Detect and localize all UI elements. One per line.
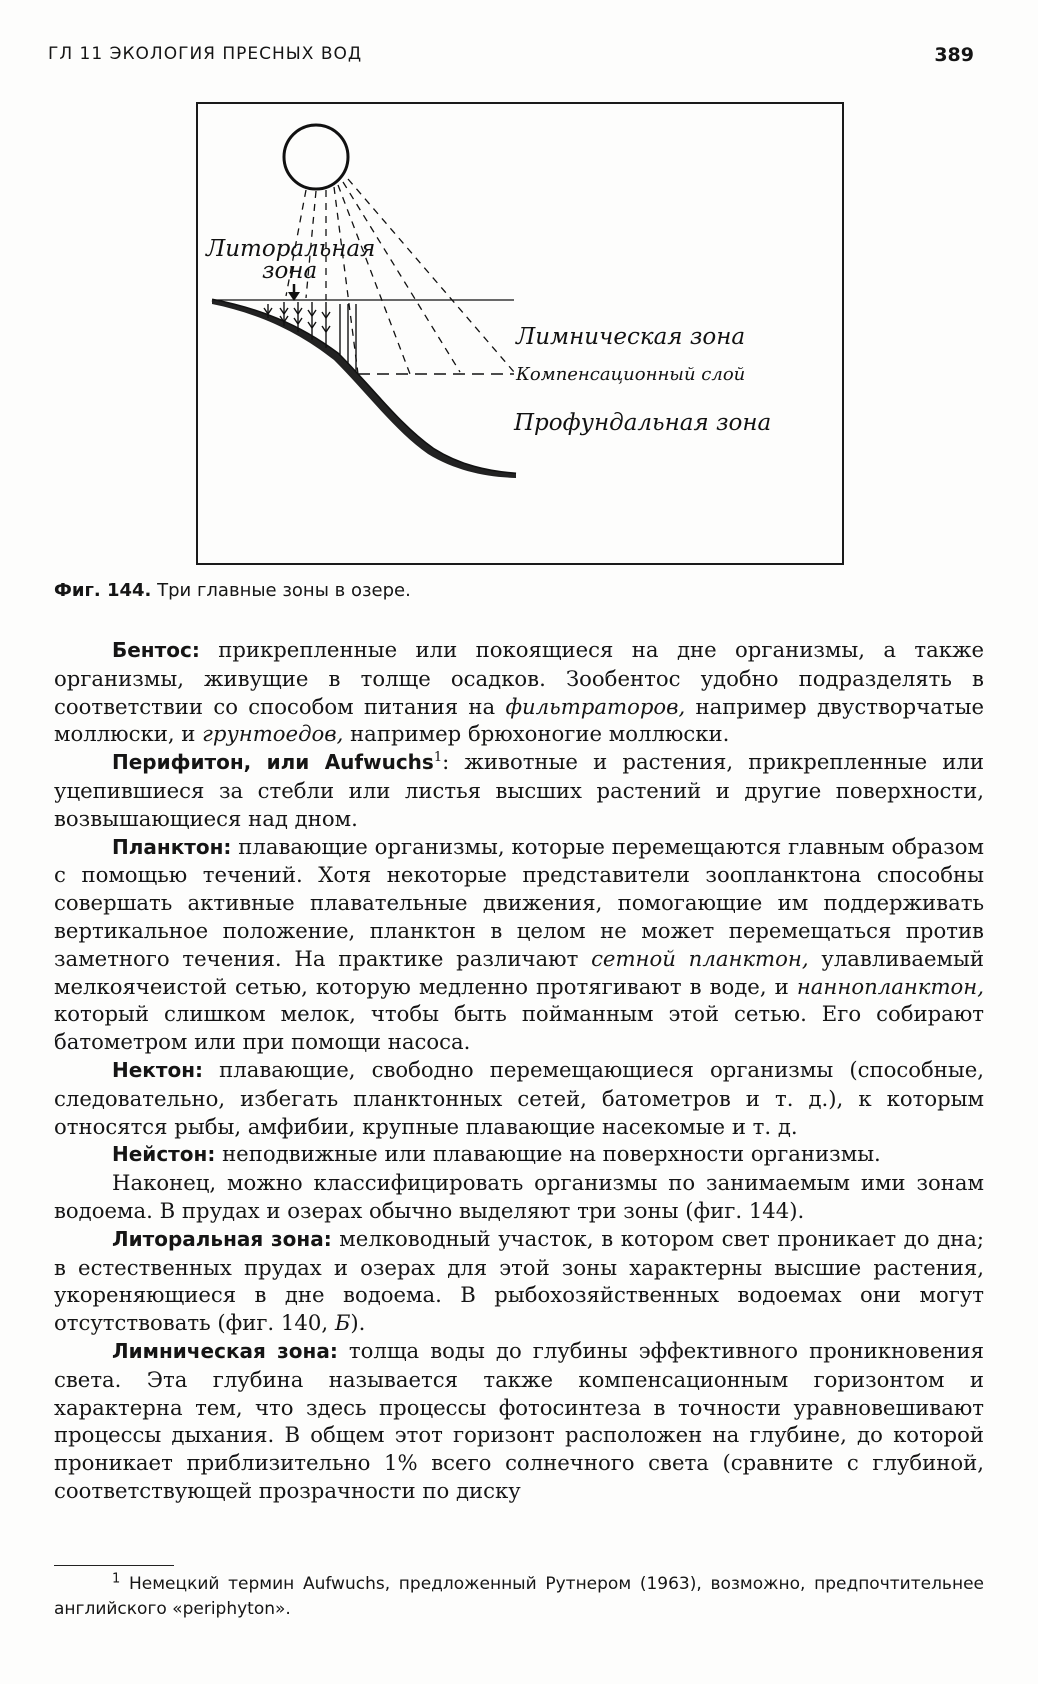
zones-intro-paragraph: Наконец, можно классифицировать организмы по занимаемым ими зонам водоема. В прудах и озерах обычно выделяют три зоны (фиг. 144). [54,1170,984,1223]
italic-term: сетной планктон, [591,945,809,971]
lake-zones-figure [196,102,844,565]
text-span: неподвижные или плавающие на поверхности организмы. [215,1141,881,1167]
body-text [54,636,984,1505]
neuston-paragraph [54,1140,984,1169]
term-littoral: Литоральная зона: [112,1226,332,1251]
plankton-paragraph [54,833,984,1056]
caption-number: Фиг. 144. [54,580,152,601]
caption-text: Три главные зоны в озере. [157,580,411,601]
nekton-paragraph [54,1056,984,1140]
compensation-layer-label: Компенсационный слой [516,364,746,385]
term-neuston: Нейстон: [112,1142,216,1167]
figure-caption [54,580,411,601]
text-span: например брюхоногие моллюски. [343,721,730,747]
footnote-mark: 1 [112,1571,121,1587]
littoral-paragraph [54,1225,984,1337]
text-span: улавливаемый мелкоячеистой сетью, которую медленно протягивают в воде, и [54,945,984,999]
running-head: ГЛ 11 ЭКОЛОГИЯ ПРЕСНЫХ ВОД [48,44,363,64]
benthos-paragraph [54,636,984,748]
italic-term: Б [334,1310,351,1336]
profundal-zone-label: Профундальная зона [514,410,772,436]
littoral-zone-label: Литоральная [206,236,376,262]
page-header [48,44,974,74]
italic-term: грунтоедов, [202,721,344,747]
text-span: плавающие организмы, которые перемещаются главным образом с помощью течений. Хотя некоторые представители зоопланктона способны совершать активные плавательные движения, помогающие им поддерживать вертикальное положение, планктон в целом не может перемещаться против заметного течения. На практике различают [54,833,984,971]
text-span: толща воды до глубины эффективного проникновения света. Эта глубина называется также компенсационным горизонтом и характерна тем, что здесь процессы фотосинтеза в точности уравновешивают процессы дыхания. В общем этот горизонт расположен на глубине, до которой проникает приблизительно 1% всего солнечного света (сравните с глубиной, соответствующей прозрачности по диску [54,1337,984,1503]
footnote-divider [54,1565,174,1566]
footnote-text: Немецкий термин Aufwuchs, предложенный Рутнером (1963), возможно, предпочтительнее английского «periphyton». [54,1574,984,1619]
lake-zones-diagram [198,104,842,563]
text-span: ). [350,1310,366,1336]
italic-term: фильтраторов, [505,693,686,719]
text-span: прикрепленные или покоящиеся на дне организмы, а также организмы, живущие в толще осадков. Зообентос удобно подразделять в соответствии со способом питания на [54,637,984,719]
text-span: : животные и растения, прикрепленные или уцепившиеся за стебли или листья высших растений и другие поверхности, возвышающиеся над дном. [54,749,984,831]
text-span: который слишком мелок, чтобы быть пойманным этой сетью. Его собирают батометром или при помощи насоса. [54,1001,984,1055]
term-plankton: Планктон: [112,834,232,859]
term-limnetic: Лимническая зона: [112,1338,338,1363]
limnetic-zone-label: Лимническая зона [516,324,746,350]
term-benthos: Бентос: [112,638,200,662]
text-span: мелководный участок, в котором свет проникает до дна; в естественных прудах и озерах для этой зоны характерны высшие растения, укореняющиеся в дне водоема. В рыбохозяйственных водоемах они могут отсутствовать (фиг. 140, [54,1225,984,1336]
term-nekton: Нектон: [112,1057,204,1082]
term-periphyton: Перифитон, или Aufwuchs [112,750,434,775]
sediment [212,300,516,478]
sun-icon [284,125,348,189]
text-span: например двустворчатые моллюски, и [54,693,984,747]
littoral-zone-label-2: зона [262,258,318,284]
footnote [54,1572,984,1622]
footnote-ref: 1 [433,750,443,766]
page-number: 389 [934,44,974,66]
italic-term: наннопланктон, [796,973,984,999]
text-span: плавающие, свободно перемещающиеся организмы (способные, следовательно, избегать планктонных сетей, батометров и т. д.), к которым относятся рыбы, амфибии, крупные плавающие насекомые и т. д. [54,1056,984,1139]
limnetic-paragraph [54,1337,984,1505]
periphyton-paragraph [54,748,984,832]
